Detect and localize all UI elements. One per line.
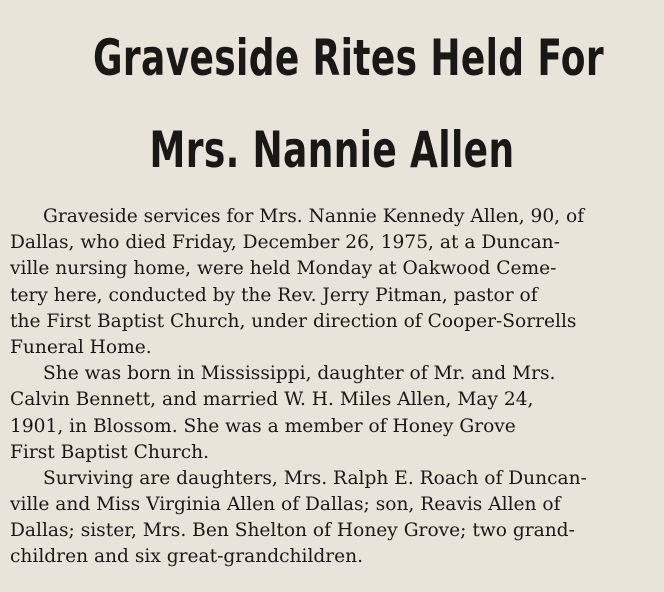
paragraph-line: 1901, in Blossom. She was a member of Honey Grove bbox=[10, 415, 516, 437]
paragraph-line: ville nursing home, were held Monday at Oakwood Ceme- bbox=[10, 258, 557, 280]
headline-line-2: Mrs. Nannie Allen bbox=[149, 121, 515, 179]
headline-line-1: Graveside Rites Held For bbox=[92, 29, 605, 87]
paragraph-line: Funeral Home. bbox=[10, 336, 152, 358]
paragraph-line: ville and Miss Virginia Allen of Dallas; son, Reavis Allen of bbox=[10, 494, 561, 516]
paragraph-line: First Baptist Church. bbox=[10, 441, 210, 463]
paragraph-line: children and six great-grandchildren. bbox=[10, 546, 364, 568]
paragraph-line: the First Baptist Church, under direction of Cooper-Sorrells bbox=[10, 310, 577, 332]
paragraph-line: Dallas; sister, Mrs. Ben Shelton of Honey Grove; two grand- bbox=[10, 520, 575, 542]
paragraph-services bbox=[10, 204, 660, 361]
article-body bbox=[10, 204, 660, 571]
paragraph-line: Surviving are daughters, Mrs. Ralph E. Roach of Duncan- bbox=[43, 467, 587, 489]
paragraph-biography bbox=[10, 361, 660, 466]
paragraph-line: tery here, conducted by the Rev. Jerry Pitman, pastor of bbox=[10, 284, 538, 306]
paragraph-survivors bbox=[10, 466, 660, 571]
paragraph-line: Calvin Bennett, and married W. H. Miles Allen, May 24, bbox=[10, 389, 534, 411]
paragraph-line: Dallas, who died Friday, December 26, 1975, at a Duncan- bbox=[10, 232, 560, 254]
paragraph-line: She was born in Mississippi, daughter of Mr. and Mrs. bbox=[43, 363, 556, 385]
paragraph-line: Graveside services for Mrs. Nannie Kennedy Allen, 90, of bbox=[43, 206, 585, 227]
